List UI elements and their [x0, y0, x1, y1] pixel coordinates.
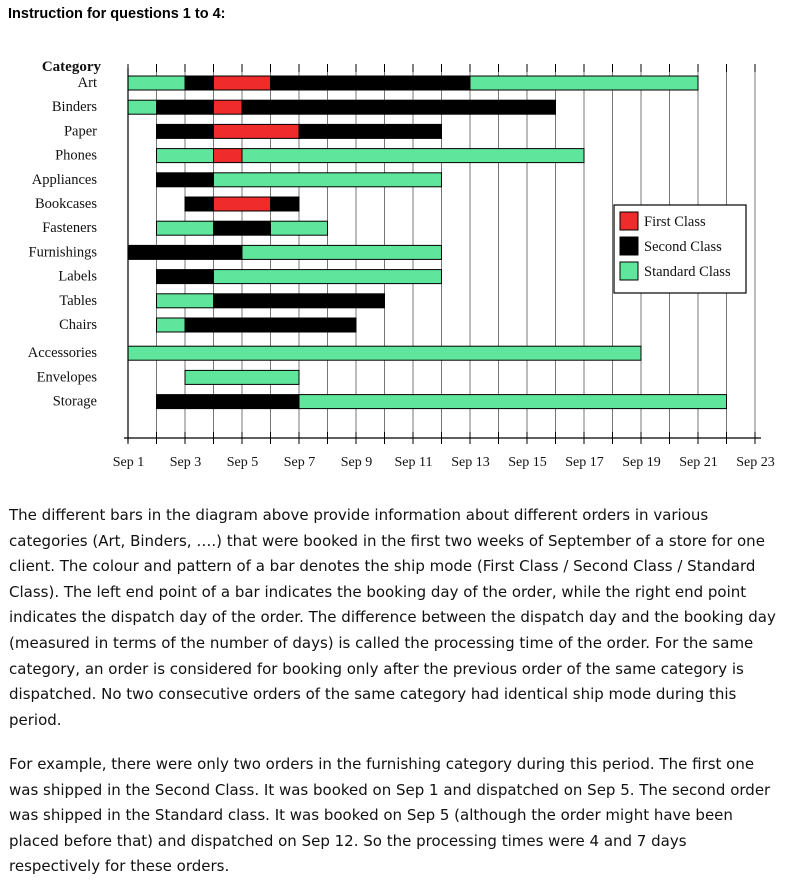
- x-tick-label-sep-13: Sep 13: [451, 455, 490, 470]
- x-tick-label-sep-5: Sep 5: [226, 455, 259, 470]
- bar-appliances-1-second: [157, 173, 214, 187]
- legend-swatch-first: [620, 212, 638, 230]
- bar-art-1-standard: [128, 76, 185, 90]
- x-tick-label-sep-17: Sep 17: [565, 455, 604, 470]
- legend-swatch-second: [620, 237, 638, 255]
- legend-label-standard: Standard Class: [644, 264, 731, 280]
- bar-furnishings-2-standard: [242, 245, 442, 259]
- bar-storage-2-standard: [299, 395, 727, 409]
- x-tick-label-sep-7: Sep 7: [283, 455, 316, 470]
- bar-paper-3-second: [299, 124, 442, 138]
- legend-label-second: Second Class: [644, 239, 722, 255]
- category-label-storage: Storage: [52, 393, 97, 410]
- bar-labels-2-standard: [214, 270, 442, 284]
- description-paragraph: The different bars in the diagram above provide information about different orders in various categories (Art, Binders, ….) that were booked in the first two weeks of September of a store for one client. The colour and pattern of a bar denotes the ship mode (First Class / Second Class / Standard Class). The left end point of a bar indicates the booking day of the order, while the right end point indicates the dispatch day of the order. The difference between the dispatch day and the booking day (measured in terms of the number of days) is called the processing time of the order. For the same category, an order is considered for booking only after the previous order of the same category is dispatched. No two consecutive orders of the same category had identical ship mode during this period.: [9, 506, 776, 729]
- y-axis-label: Category: [41, 59, 101, 75]
- x-tick-label-sep-3: Sep 3: [169, 455, 202, 470]
- bar-storage-1-second: [157, 395, 300, 409]
- x-tick-label-sep-23: Sep 23: [736, 455, 775, 470]
- bar-fasteners-1-standard: [157, 221, 214, 235]
- x-tick-label-sep-11: Sep 11: [394, 455, 433, 470]
- bar-appliances-2-standard: [214, 173, 442, 187]
- bar-fasteners-2-second: [214, 221, 271, 235]
- bar-tables-1-standard: [157, 294, 214, 308]
- bar-art-5-standard: [470, 76, 698, 90]
- gantt-chart: [0, 40, 800, 480]
- x-tick-label-sep-21: Sep 21: [679, 455, 718, 470]
- category-label-tables: Tables: [59, 292, 97, 309]
- category-label-paper: Paper: [63, 123, 97, 140]
- example-paragraph: For example, there were only two orders in the furnishing category during this period. The first one was shipped in the Second Class. It was booked on Sep 1 and dispatched on Sep 5. The second order was shipped in the Standard class. It was booked on Sep 5 (although the order might have been placed before that) and dispatched on Sep 12. So the processing times were 4 and 7 days respectively for these orders.: [9, 755, 771, 876]
- x-tick-label-sep-15: Sep 15: [508, 455, 547, 470]
- bar-tables-2-second: [214, 294, 385, 308]
- bar-envelopes-1-standard: [185, 370, 299, 384]
- bar-bookcases-3-second: [271, 197, 300, 211]
- instruction-heading: Instruction for questions 1 to 4:: [8, 6, 226, 22]
- category-label-chairs: Chairs: [59, 317, 97, 333]
- bar-bookcases-1-second: [185, 197, 214, 211]
- bar-art-2-second: [185, 76, 214, 90]
- bar-binders-4-second: [242, 100, 556, 114]
- bar-binders-3-first: [214, 100, 243, 114]
- bar-paper-2-first: [214, 124, 300, 138]
- bar-accessories-1-standard: [128, 346, 641, 360]
- legend-label-first: First Class: [644, 214, 706, 230]
- bar-art-4-second: [271, 76, 471, 90]
- bar-phones-2-first: [214, 149, 243, 163]
- bar-phones-1-standard: [157, 149, 214, 163]
- bar-fasteners-3-standard: [271, 221, 328, 235]
- category-label-binders: Binders: [51, 99, 97, 116]
- x-tick-label-sep-9: Sep 9: [340, 455, 373, 470]
- legend-swatch-standard: [620, 262, 638, 280]
- category-label-phones: Phones: [55, 147, 97, 164]
- bar-phones-3-standard: [242, 149, 584, 163]
- category-label-labels: Labels: [58, 268, 97, 285]
- bar-labels-1-second: [157, 270, 214, 284]
- x-tick-label-sep-19: Sep 19: [622, 455, 661, 470]
- category-label-art: Art: [77, 75, 97, 91]
- x-tick-label-sep-1: Sep 1: [112, 455, 145, 470]
- category-label-fasteners: Fasteners: [42, 220, 97, 237]
- bar-art-3-first: [214, 76, 271, 90]
- bar-paper-1-second: [157, 124, 214, 138]
- chart-legend: [614, 205, 746, 293]
- category-label-furnishings: Furnishings: [28, 244, 97, 261]
- bar-furnishings-1-second: [128, 245, 242, 259]
- category-label-envelopes: Envelopes: [36, 369, 97, 386]
- bar-chairs-2-second: [185, 318, 356, 332]
- bar-binders-2-second: [157, 100, 214, 114]
- bar-chairs-1-standard: [157, 318, 186, 332]
- bar-binders-1-standard: [128, 100, 157, 114]
- category-label-accessories: Accessories: [27, 345, 97, 362]
- bar-bookcases-2-first: [214, 197, 271, 211]
- category-label-bookcases: Bookcases: [34, 196, 97, 212]
- category-label-appliances: Appliances: [31, 171, 97, 188]
